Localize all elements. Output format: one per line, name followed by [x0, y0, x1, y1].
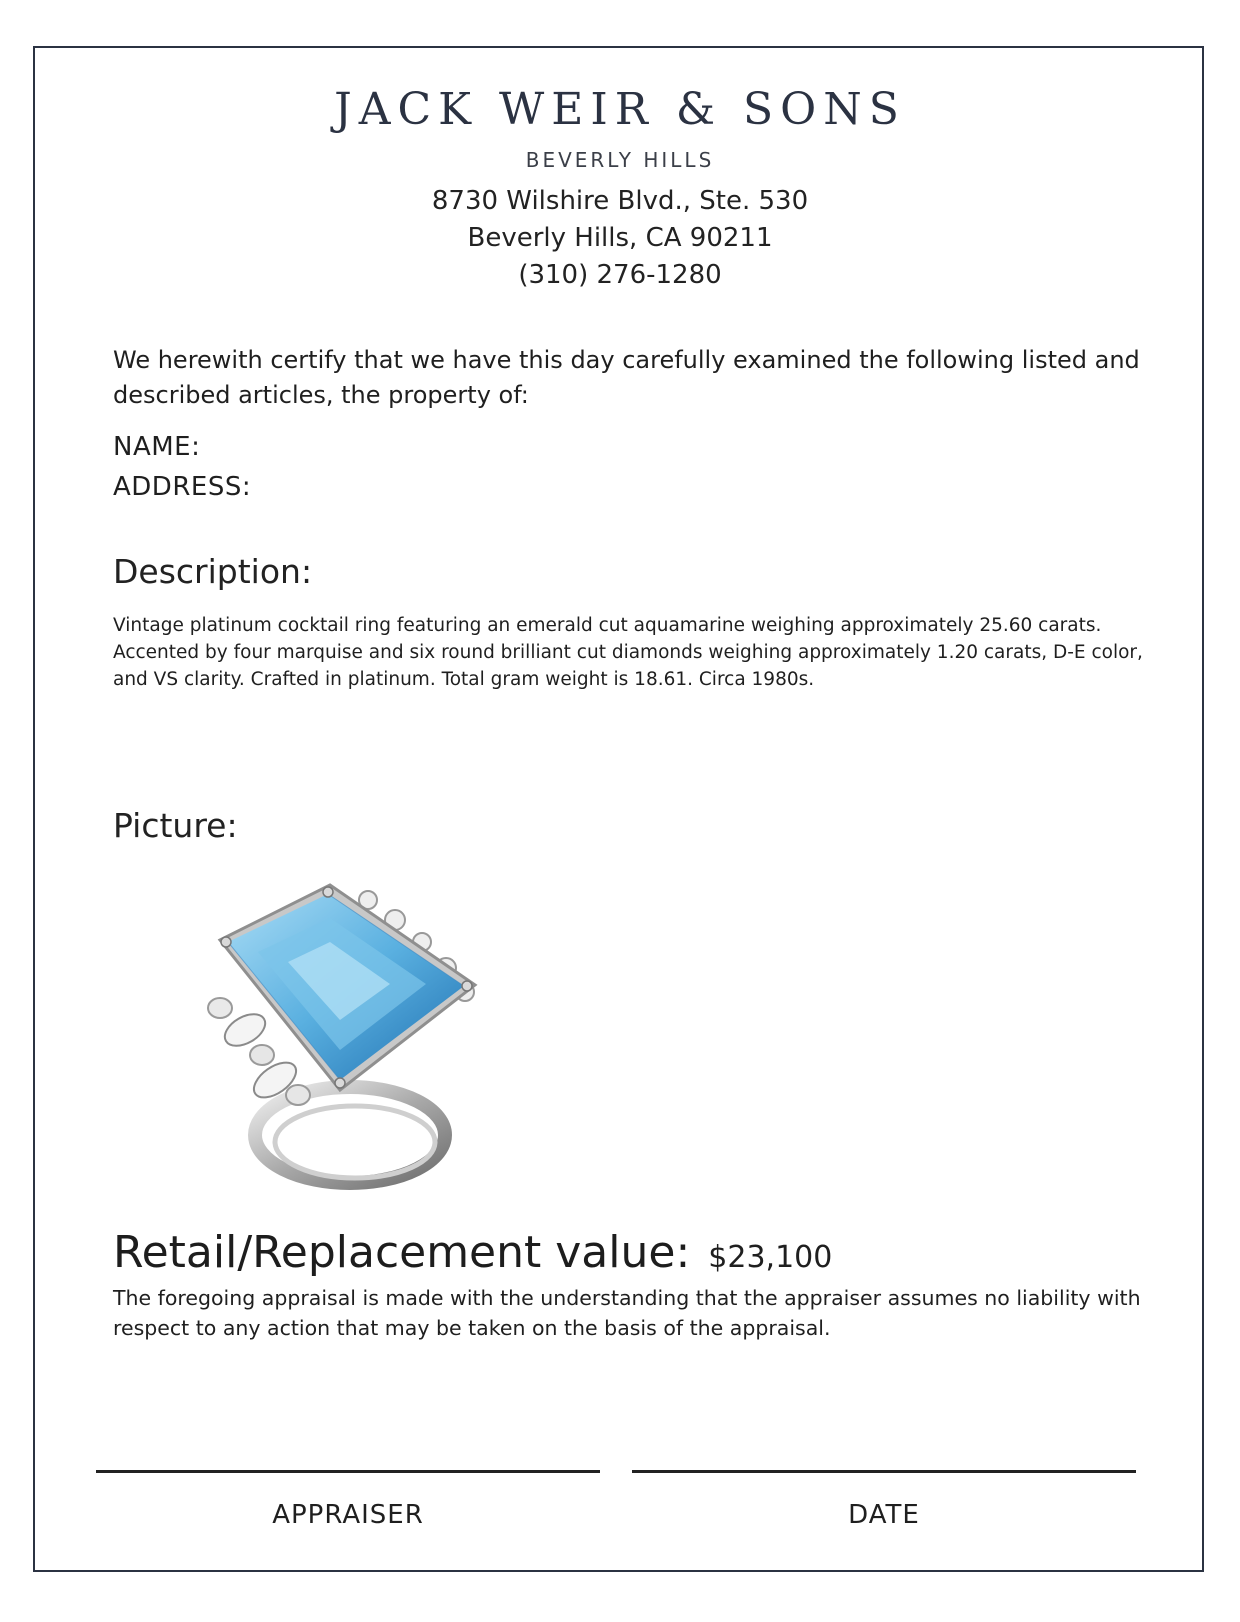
description-text: Vintage platinum cocktail ring featuring an emerald cut aquamarine weighing approximately 25.60 carats. Accented by four marquise and six round brilliant cut diamonds weighing approximately 1.20 carats, D-E color, and VS clarity. Crafted in platinum. Total gram weight is 18.61. Circa 1980s. — [113, 615, 1143, 690]
appraiser-signature-line — [96, 1470, 600, 1473]
valuation-label: Retail/Replacement value: — [113, 1227, 691, 1278]
address-line-2: Beverly Hills, CA 90211 — [467, 223, 773, 253]
disclaimer-text: The foregoing appraisal is made with the understanding that the appraiser assumes no liability with respect to any action that may be taken on the basis of the appraisal. — [113, 1286, 1141, 1340]
valuation-amount: $23,100 — [708, 1240, 833, 1275]
phone-number: (310) 276-1280 — [518, 260, 722, 290]
brand-subtitle: BEVERLY HILLS — [525, 148, 715, 172]
picture-heading: Picture: — [113, 806, 238, 845]
appraiser-label: APPRAISER — [272, 1500, 424, 1530]
ring-photo — [190, 880, 510, 1215]
date-label: DATE — [848, 1500, 920, 1530]
date-signature-line — [632, 1470, 1136, 1473]
address-label: ADDRESS: — [113, 472, 252, 502]
name-label: NAME: — [113, 432, 201, 462]
brand-name: JACK WEIR & SONS — [334, 84, 906, 135]
address-line-1: 8730 Wilshire Blvd., Ste. 530 — [431, 186, 809, 216]
certification-statement: We herewith certify that we have this day carefully examined the following listed and described articles, the property of: — [113, 346, 1140, 409]
description-heading: Description: — [113, 552, 313, 591]
valuation-row — [113, 1227, 832, 1278]
